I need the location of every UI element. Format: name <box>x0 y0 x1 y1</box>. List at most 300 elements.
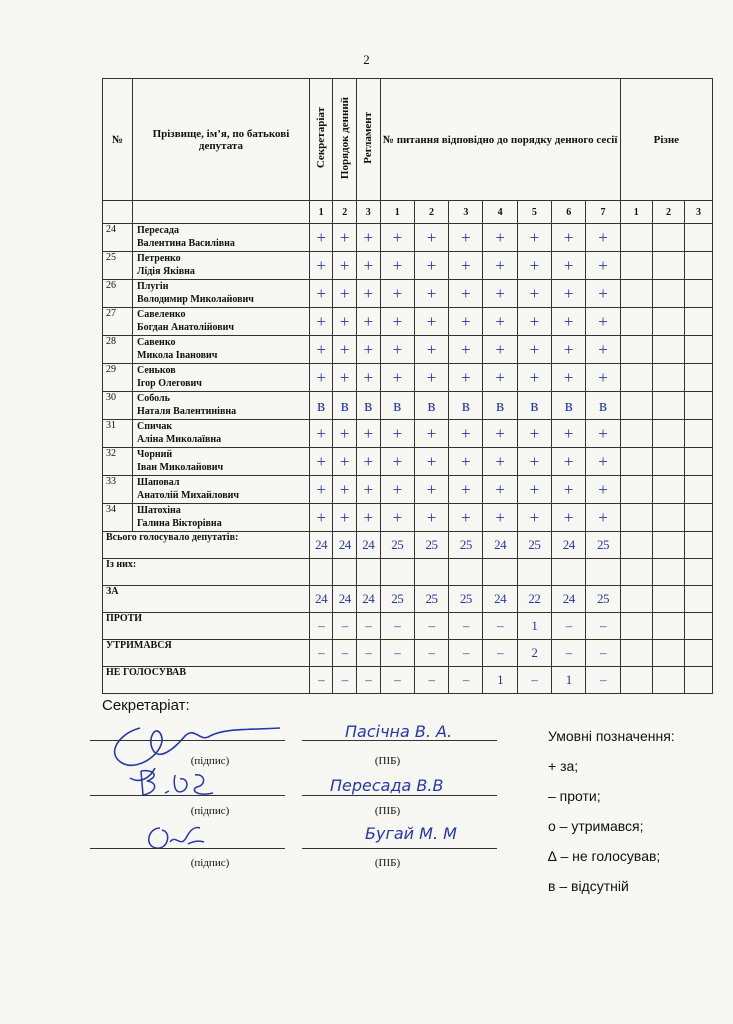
vote-mark: в <box>333 392 357 420</box>
vote-mark: + <box>449 252 483 280</box>
summary-value: 22 <box>517 586 551 613</box>
caption-sign-1: (підпис) <box>190 755 230 767</box>
summary-value: 24 <box>309 586 333 613</box>
header-name: Прізвище, ім’я, по батькові депутата <box>133 79 310 201</box>
summary-label: ПРОТИ <box>103 613 310 640</box>
vote-mark: + <box>586 336 620 364</box>
summary-value: – <box>380 613 414 640</box>
summary-value: 24 <box>357 586 381 613</box>
vote-mark: + <box>449 476 483 504</box>
deputy-number: 32 <box>103 448 133 476</box>
deputy-given-names: Галина Вікторівна <box>137 518 222 529</box>
vote-mark: в <box>414 392 448 420</box>
summary-value: – <box>586 613 620 640</box>
vote-mark: + <box>380 476 414 504</box>
summary-value <box>333 559 357 586</box>
deputy-given-names: Володимир Миколайович <box>137 294 254 305</box>
vote-mark: + <box>483 252 517 280</box>
vote-mark: + <box>449 448 483 476</box>
vote-mark: + <box>552 308 586 336</box>
summary-label: ЗА <box>103 586 310 613</box>
vote-mark: + <box>449 504 483 532</box>
vote-mark: + <box>309 224 333 252</box>
summary-value: – <box>357 640 381 667</box>
vote-mark: + <box>357 308 381 336</box>
vote-mark: + <box>586 476 620 504</box>
table-row <box>103 420 713 448</box>
column-number: 7 <box>586 201 620 224</box>
vote-mark: + <box>483 420 517 448</box>
vote-mark: + <box>333 224 357 252</box>
legend-title: Умовні позначення: <box>548 728 675 744</box>
vote-mark: + <box>357 364 381 392</box>
vote-mark: + <box>552 420 586 448</box>
summary-value: – <box>586 667 620 694</box>
vote-mark: в <box>380 392 414 420</box>
table-row <box>103 476 713 504</box>
page-number: 2 <box>363 52 370 67</box>
summary-value: 24 <box>309 532 333 559</box>
summary-row <box>103 586 713 613</box>
column-number: 2 <box>414 201 448 224</box>
summary-value: – <box>333 640 357 667</box>
vote-mark: + <box>517 252 551 280</box>
signature-line-2 <box>90 795 285 796</box>
vote-mark: + <box>483 364 517 392</box>
empty-cell <box>652 613 684 640</box>
column-number: 6 <box>552 201 586 224</box>
empty-cell <box>620 504 652 532</box>
deputy-name <box>133 252 310 280</box>
empty-cell <box>620 336 652 364</box>
vote-mark: + <box>309 308 333 336</box>
legend <box>548 726 675 906</box>
vote-mark: + <box>333 420 357 448</box>
summary-value: – <box>309 667 333 694</box>
empty-cell <box>620 252 652 280</box>
vote-mark: в <box>309 392 333 420</box>
vote-mark: + <box>414 448 448 476</box>
header-agenda: Порядок денний <box>333 79 357 201</box>
empty-cell <box>620 667 652 694</box>
deputy-number: 25 <box>103 252 133 280</box>
empty-cell <box>652 392 684 420</box>
empty-cell <box>620 532 652 559</box>
empty-cell <box>685 392 713 420</box>
summary-value <box>414 559 448 586</box>
vote-mark: + <box>483 280 517 308</box>
vote-mark: + <box>380 364 414 392</box>
summary-value: 24 <box>357 532 381 559</box>
summary-value: 24 <box>333 532 357 559</box>
deputy-number: 26 <box>103 280 133 308</box>
vote-mark: + <box>309 420 333 448</box>
vote-mark: + <box>357 224 381 252</box>
summary-value: 24 <box>483 532 517 559</box>
empty-cell <box>652 420 684 448</box>
summary-value: – <box>517 667 551 694</box>
legend-item-for: + за; <box>548 758 579 774</box>
deputy-name <box>133 224 310 252</box>
table-row <box>103 392 713 420</box>
deputy-surname: Шатохіна <box>137 505 181 516</box>
summary-value: 1 <box>483 667 517 694</box>
empty-cell <box>685 613 713 640</box>
summary-row <box>103 532 713 559</box>
deputy-name <box>133 392 310 420</box>
empty-cell <box>652 504 684 532</box>
vote-mark: + <box>357 336 381 364</box>
vote-mark: + <box>586 364 620 392</box>
deputy-given-names: Наталя Валентинівна <box>137 406 237 417</box>
empty-cell <box>620 308 652 336</box>
summary-value: – <box>483 613 517 640</box>
summary-value: – <box>357 613 381 640</box>
vote-mark: + <box>380 224 414 252</box>
deputy-number: 24 <box>103 224 133 252</box>
empty-cell <box>652 640 684 667</box>
vote-mark: в <box>517 392 551 420</box>
vote-mark: + <box>483 224 517 252</box>
vote-mark: + <box>517 280 551 308</box>
column-number: 1 <box>309 201 333 224</box>
vote-mark: + <box>309 504 333 532</box>
vote-mark: + <box>380 336 414 364</box>
column-number: 2 <box>652 201 684 224</box>
deputy-name <box>133 476 310 504</box>
vote-mark: + <box>333 476 357 504</box>
vote-mark: + <box>449 420 483 448</box>
vote-mark: + <box>517 476 551 504</box>
vote-mark: + <box>414 504 448 532</box>
vote-mark: + <box>517 336 551 364</box>
vote-mark: + <box>449 364 483 392</box>
vote-mark: + <box>552 336 586 364</box>
vote-mark: + <box>357 420 381 448</box>
deputy-name <box>133 448 310 476</box>
vote-mark: в <box>586 392 620 420</box>
deputy-surname: Соболь <box>137 393 170 404</box>
vote-mark: + <box>333 504 357 532</box>
summary-value <box>517 559 551 586</box>
caption-sign-3: (підпис) <box>190 857 230 869</box>
empty-cell <box>685 504 713 532</box>
deputy-name <box>133 336 310 364</box>
empty-cell <box>685 640 713 667</box>
summary-value: 25 <box>414 532 448 559</box>
empty-cell <box>620 420 652 448</box>
summary-value: – <box>552 640 586 667</box>
empty-cell <box>620 640 652 667</box>
empty-cell <box>685 586 713 613</box>
vote-mark: + <box>586 504 620 532</box>
column-number: 3 <box>357 201 381 224</box>
vote-mark: + <box>483 308 517 336</box>
empty-cell <box>620 613 652 640</box>
deputy-surname: Петренко <box>137 253 181 264</box>
deputy-name <box>133 364 310 392</box>
deputy-given-names: Анатолій Михайлович <box>137 490 240 501</box>
vote-mark: + <box>357 252 381 280</box>
summary-value: – <box>449 640 483 667</box>
vote-mark: + <box>357 448 381 476</box>
summary-value <box>449 559 483 586</box>
deputy-number: 34 <box>103 504 133 532</box>
column-number-row <box>103 201 713 224</box>
column-number: 1 <box>380 201 414 224</box>
empty-cell <box>685 252 713 280</box>
empty-cell <box>620 280 652 308</box>
summary-row <box>103 640 713 667</box>
deputy-surname: Савеленко <box>137 309 186 320</box>
empty-cell <box>685 420 713 448</box>
summary-value: – <box>309 613 333 640</box>
header-misc: Різне <box>620 79 712 201</box>
empty-cell <box>620 392 652 420</box>
vote-mark: в <box>552 392 586 420</box>
summary-rows <box>103 532 713 694</box>
vote-mark: + <box>414 420 448 448</box>
vote-mark: + <box>517 448 551 476</box>
vote-mark: + <box>517 420 551 448</box>
vote-mark: + <box>586 448 620 476</box>
summary-value <box>357 559 381 586</box>
empty-cell <box>652 532 684 559</box>
deputy-given-names: Аліна Миколаївна <box>137 434 222 445</box>
vote-mark: + <box>309 476 333 504</box>
vote-mark: + <box>414 364 448 392</box>
empty-cell <box>685 364 713 392</box>
vote-mark: + <box>380 280 414 308</box>
column-number: 3 <box>685 201 713 224</box>
empty-cell <box>652 336 684 364</box>
caption-name-1: (ПІБ) <box>374 755 401 767</box>
empty-cell <box>685 559 713 586</box>
summary-value: 25 <box>414 586 448 613</box>
deputy-name <box>133 504 310 532</box>
empty-cell <box>652 448 684 476</box>
summary-row <box>103 667 713 694</box>
deputy-given-names: Валентина Василівна <box>137 238 235 249</box>
vote-mark: + <box>309 448 333 476</box>
deputy-number: 29 <box>103 364 133 392</box>
summary-value: 25 <box>517 532 551 559</box>
table-row <box>103 364 713 392</box>
empty-cell <box>652 586 684 613</box>
summary-value: – <box>414 613 448 640</box>
vote-mark: + <box>586 280 620 308</box>
summary-value: 24 <box>333 586 357 613</box>
empty-cell <box>620 559 652 586</box>
vote-mark: + <box>414 476 448 504</box>
summary-row <box>103 613 713 640</box>
deputy-surname: Шаповал <box>137 477 180 488</box>
name-line-3 <box>302 848 497 849</box>
vote-mark: + <box>414 224 448 252</box>
vote-mark: + <box>517 308 551 336</box>
summary-value: 24 <box>552 586 586 613</box>
summary-value: 1 <box>517 613 551 640</box>
summary-value: – <box>449 667 483 694</box>
vote-mark: + <box>309 364 333 392</box>
summary-value: 25 <box>586 532 620 559</box>
empty-cell <box>620 586 652 613</box>
deputy-surname: Спичак <box>137 421 173 432</box>
summary-value: 25 <box>449 532 483 559</box>
caption-name-2: (ПІБ) <box>374 805 401 817</box>
table-row <box>103 308 713 336</box>
empty-cell <box>685 308 713 336</box>
table-row <box>103 336 713 364</box>
empty-cell <box>685 667 713 694</box>
vote-mark: + <box>414 252 448 280</box>
vote-mark: + <box>380 308 414 336</box>
column-number: 1 <box>620 201 652 224</box>
header-num: № <box>103 79 133 201</box>
vote-mark: + <box>414 308 448 336</box>
summary-value: 25 <box>449 586 483 613</box>
vote-mark: + <box>449 336 483 364</box>
summary-value: 24 <box>483 586 517 613</box>
empty-cell <box>685 336 713 364</box>
signature-line-3 <box>90 848 285 849</box>
table-row <box>103 224 713 252</box>
vote-mark: + <box>449 308 483 336</box>
summary-row <box>103 559 713 586</box>
vote-mark: + <box>449 224 483 252</box>
summary-value: 25 <box>380 586 414 613</box>
vote-mark: + <box>483 476 517 504</box>
deputy-surname: Сеньков <box>137 365 176 376</box>
vote-mark: + <box>586 224 620 252</box>
vote-mark: + <box>309 336 333 364</box>
table-row <box>103 448 713 476</box>
deputy-name <box>133 280 310 308</box>
vote-mark: + <box>552 448 586 476</box>
vote-mark: + <box>357 476 381 504</box>
deputy-rows <box>103 224 713 532</box>
summary-value: – <box>333 667 357 694</box>
header-questions: № питання відповідно до порядку денного сесії <box>380 79 620 201</box>
handwritten-name-3: Бугай М. М <box>365 824 457 843</box>
empty-cell <box>620 476 652 504</box>
caption-sign-2: (підпис) <box>190 805 230 817</box>
legend-item-against: – проти; <box>548 788 601 804</box>
vote-mark: + <box>380 504 414 532</box>
handwritten-name-1: Пасічна В. А. <box>345 722 453 741</box>
deputy-given-names: Лідія Яківна <box>137 266 195 277</box>
empty-cell <box>652 667 684 694</box>
vote-mark: + <box>586 308 620 336</box>
empty-cell <box>652 559 684 586</box>
summary-value: 25 <box>380 532 414 559</box>
vote-mark: + <box>380 252 414 280</box>
summary-value <box>586 559 620 586</box>
summary-label: Всього голосувало депутатів: <box>103 532 310 559</box>
summary-label: УТРИМАВСЯ <box>103 640 310 667</box>
empty-cell <box>652 308 684 336</box>
vote-mark: + <box>552 224 586 252</box>
empty-cell <box>652 364 684 392</box>
handwritten-name-2: Пересада В.В <box>330 776 444 795</box>
summary-value: 24 <box>552 532 586 559</box>
legend-item-absent: в – відсутній <box>548 878 629 894</box>
empty-cell <box>620 364 652 392</box>
vote-mark: + <box>333 252 357 280</box>
summary-value: – <box>414 667 448 694</box>
signature-line-1 <box>90 740 285 741</box>
vote-mark: + <box>552 280 586 308</box>
deputy-given-names: Микола Іванович <box>137 350 218 361</box>
vote-mark: + <box>483 504 517 532</box>
deputy-given-names: Ігор Олегович <box>137 378 202 389</box>
vote-mark: в <box>449 392 483 420</box>
deputy-given-names: Богдан Анатолійович <box>137 322 235 333</box>
vote-mark: + <box>552 476 586 504</box>
empty-cell <box>685 532 713 559</box>
summary-label: НЕ ГОЛОСУВАВ <box>103 667 310 694</box>
vote-mark: + <box>309 280 333 308</box>
vote-mark: + <box>380 448 414 476</box>
column-number: 3 <box>449 201 483 224</box>
deputy-surname: Чорний <box>137 449 173 460</box>
vote-mark: + <box>333 336 357 364</box>
name-line-2 <box>302 795 497 796</box>
vote-mark: в <box>483 392 517 420</box>
empty-cell <box>652 252 684 280</box>
summary-value: – <box>414 640 448 667</box>
vote-mark: + <box>517 504 551 532</box>
deputy-surname: Пересада <box>137 225 179 236</box>
empty-cell <box>652 476 684 504</box>
deputy-number: 28 <box>103 336 133 364</box>
deputy-surname: Савенко <box>137 337 176 348</box>
empty-cell <box>685 224 713 252</box>
summary-value: – <box>380 640 414 667</box>
vote-mark: + <box>552 252 586 280</box>
summary-value: – <box>357 667 381 694</box>
vote-mark: + <box>333 280 357 308</box>
summary-value: – <box>552 613 586 640</box>
caption-name-3: (ПІБ) <box>374 857 401 869</box>
secretariat-title: Секретаріат: <box>102 697 190 714</box>
deputy-number: 33 <box>103 476 133 504</box>
table-row <box>103 280 713 308</box>
vote-mark: + <box>483 336 517 364</box>
vote-mark: + <box>309 252 333 280</box>
deputy-name <box>133 308 310 336</box>
vote-mark: + <box>380 420 414 448</box>
vote-mark: + <box>586 420 620 448</box>
deputy-number: 27 <box>103 308 133 336</box>
vote-mark: + <box>333 448 357 476</box>
legend-item-abstain: о – утримався; <box>548 818 644 834</box>
summary-value: – <box>380 667 414 694</box>
vote-mark: + <box>333 308 357 336</box>
vote-mark: + <box>517 364 551 392</box>
empty-cell <box>620 224 652 252</box>
summary-value <box>309 559 333 586</box>
vote-mark: + <box>552 504 586 532</box>
summary-value: – <box>309 640 333 667</box>
vote-mark: + <box>552 364 586 392</box>
summary-value: – <box>586 640 620 667</box>
deputy-name <box>133 420 310 448</box>
vote-mark: + <box>517 224 551 252</box>
deputy-number: 30 <box>103 392 133 420</box>
empty-cell <box>685 280 713 308</box>
vote-mark: + <box>357 280 381 308</box>
